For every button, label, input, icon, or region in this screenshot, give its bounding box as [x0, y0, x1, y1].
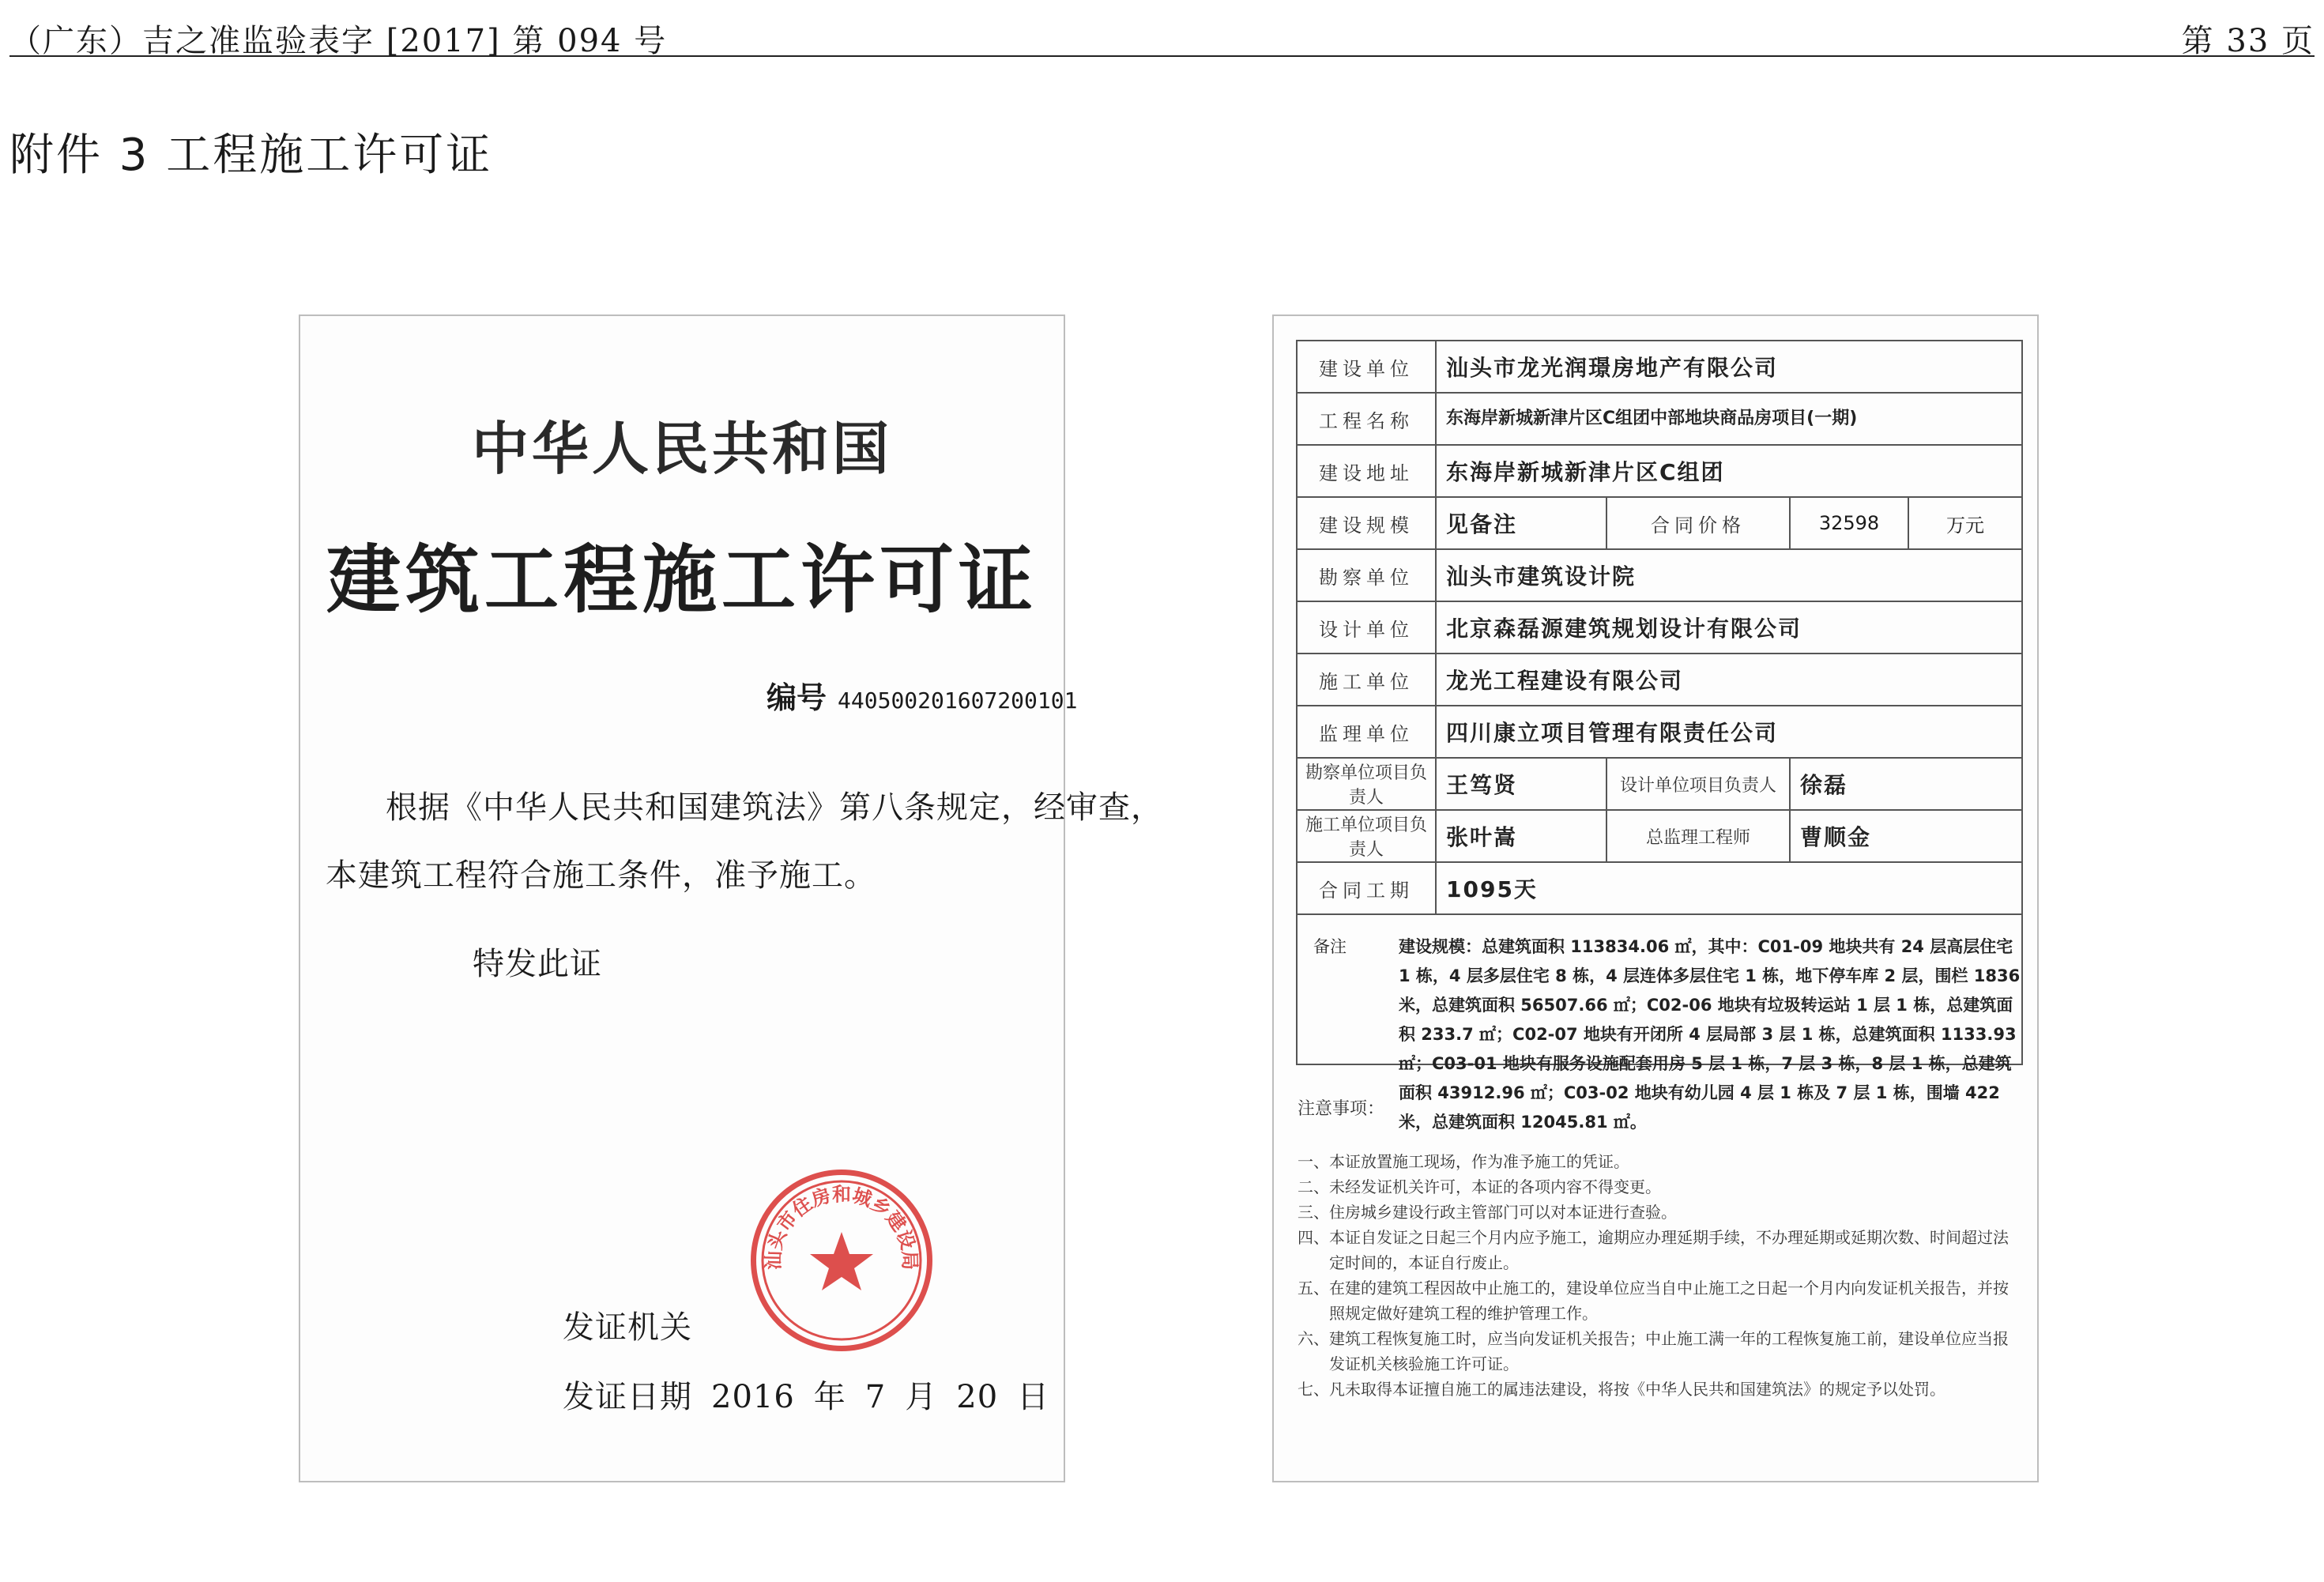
table-row [1297, 810, 2022, 862]
survey-lead-value: 王笃贤 [1436, 758, 1606, 810]
issue-date-month-unit: 月 [905, 1379, 938, 1415]
remark-text: 建设规模：总建筑面积 113834.06 ㎡，其中：C01-09 地块共有 24 层高层住宅 1 栋，4 层多层住宅 8 栋，4 层连体多层住宅 1 栋，地下停车库 2 层，围栏 1836 米，总建筑面积 56507.66 ㎡；C02-06 地块有垃圾转运站 1 层 1 栋，总建筑面积 233.7 ㎡；C02-07 地块有开闭所 4 层局部 3 层 1 栋，总建筑面积 1133.93 ㎡；C03-01 地块有服务设施配套用房 5 层 1 栋，7 层 3 栋，8 层 1 栋，总建筑面积 43912.96 ㎡；C03-02 地块有幼儿园 4 层 1 栋及 7 层 1 栋，围墙 422 米，总建筑面积 12045.81 ㎡。 [1399, 937, 2021, 1132]
supervision-unit-value: 四川康立项目管理有限责任公司 [1436, 706, 2022, 758]
contract-duration-value: 1095天 [1436, 862, 2022, 914]
list-item: 五、在建的建筑工程因故中止施工的，建设单位应当自中止施工之日起一个月内向发证机关报告，并按照规定做好建筑工程的维护管理工作。 [1298, 1279, 2009, 1323]
table-row [1297, 654, 2022, 706]
legal-basis-line-2: 本建筑工程符合施工条件，准予施工。 [326, 857, 876, 894]
list-item: 七、凡未取得本证擅自施工的属违法建设，将按《中华人民共和国建筑法》的规定予以处罚。 [1298, 1380, 1945, 1399]
attention-label: 注意事项： [1298, 1099, 1385, 1119]
builder-value: 汕头市龙光润璟房地产有限公司 [1436, 341, 2022, 393]
project-name-label: 工程名称 [1297, 393, 1436, 445]
permit-number-value: 440500201607200101 [838, 687, 1078, 714]
design-lead-value: 徐磊 [1790, 758, 2022, 810]
construction-unit-value: 龙光工程建设有限公司 [1436, 654, 2022, 706]
table-row [1297, 706, 2022, 758]
table-row [1297, 393, 2022, 445]
table-row [1297, 445, 2022, 497]
table-row [1297, 497, 2022, 549]
chief-supervisor-value: 曹顺金 [1790, 810, 2022, 862]
issue-date-year-unit: 年 [813, 1379, 846, 1415]
attachment-title: 附件 3 工程施工许可证 [9, 130, 493, 181]
issue-date-year: 2016 [711, 1379, 795, 1415]
survey-lead-label: 勘察单位项目负责人 [1297, 758, 1436, 810]
country-heading: 中华人民共和国 [471, 415, 892, 482]
permit-cover-page [299, 315, 1163, 1482]
contract-price-label: 合同价格 [1606, 497, 1790, 549]
table-row [1297, 862, 2022, 914]
permit-details-page [1272, 315, 2039, 1482]
list-item: 六、建筑工程恢复施工时，应当向发证机关报告；中止施工满一年的工程恢复施工前，建设单位应当报发证机关核验施工许可证。 [1298, 1329, 2009, 1373]
chief-supervisor-label: 总监理工程师 [1606, 810, 1790, 862]
project-name-value: 东海岸新城新津片区C组团中部地块商品房项目(一期) [1436, 393, 2022, 445]
contract-price-unit: 万元 [1908, 497, 2022, 549]
table-row [1297, 549, 2022, 601]
construction-lead-value: 张叶嵩 [1436, 810, 1606, 862]
construction-lead-label: 施工单位项目负责人 [1297, 810, 1436, 862]
contract-price-value: 32598 [1790, 497, 1908, 549]
scale-value: 见备注 [1436, 497, 1606, 549]
list-item: 二、未经发证机关许可，本证的各项内容不得变更。 [1298, 1177, 1661, 1196]
issue-date-label: 发证日期 [563, 1379, 692, 1415]
permit-number [767, 673, 1077, 717]
attention-notes [1298, 1149, 2017, 1402]
survey-unit-value: 汕头市建筑设计院 [1436, 549, 2022, 601]
seal-ring-text: 汕头市住房和城乡建设局 [762, 1183, 921, 1271]
address-value: 东海岸新城新津片区C组团 [1436, 445, 2022, 497]
issue-date [563, 1372, 1068, 1417]
permit-number-label: 编号 [767, 680, 827, 715]
permit-title: 建筑工程施工许可证 [326, 537, 1038, 623]
legal-basis-line-1: 根据《中华人民共和国建筑法》第八条规定，经审查， [386, 789, 1163, 826]
table-row [1297, 341, 2022, 393]
design-unit-value: 北京森磊源建筑规划设计有限公司 [1436, 601, 2022, 654]
issuing-authority-label: 发证机关 [563, 1309, 692, 1346]
table-row [1297, 601, 2022, 654]
contract-duration-label: 合同工期 [1297, 862, 1436, 914]
report-number: （广东）吉之准监验表字 [2017] 第 094 号 [9, 23, 668, 59]
builder-label: 建设单位 [1297, 341, 1436, 393]
construction-unit-label: 施工单位 [1297, 654, 1436, 706]
table-row [1297, 758, 2022, 810]
design-unit-label: 设计单位 [1297, 601, 1436, 654]
page-number: 第 33 页 [2181, 23, 2315, 59]
issue-date-day: 20 [956, 1379, 999, 1415]
survey-unit-label: 勘察单位 [1297, 549, 1436, 601]
supervision-unit-label: 监理单位 [1297, 706, 1436, 758]
issue-date-day-unit: 日 [1017, 1379, 1050, 1415]
address-label: 建设地址 [1297, 445, 1436, 497]
official-seal [751, 1170, 932, 1351]
seal-graphic [756, 1175, 927, 1346]
issue-statement: 特发此证 [473, 946, 602, 982]
issue-date-month: 7 [864, 1379, 887, 1415]
page-header [9, 8, 2315, 57]
design-lead-label: 设计单位项目负责人 [1606, 758, 1790, 810]
seal-star-icon [810, 1232, 873, 1290]
list-item: 三、住房城乡建设行政主管部门可以对本证进行查验。 [1298, 1203, 1677, 1222]
list-item: 一、本证放置施工现场，作为准予施工的凭证。 [1298, 1152, 1629, 1171]
remark-label: 备注 [1313, 937, 1347, 956]
scale-label: 建设规模 [1297, 497, 1436, 549]
list-item: 四、本证自发证之日起三个月内应予施工，逾期应办理延期手续，不办理延期或延期次数、时间超过法定时间的，本证自行废止。 [1298, 1228, 2009, 1272]
